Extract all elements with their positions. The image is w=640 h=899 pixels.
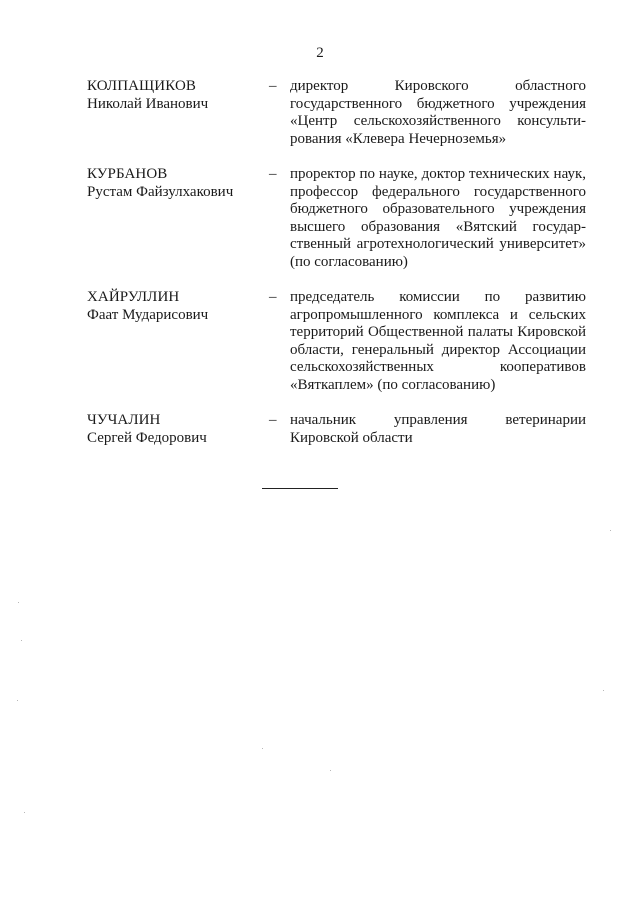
scan-speck	[18, 602, 19, 603]
member-given-name: Рустам Файзулхакович	[87, 183, 234, 200]
member-given-name: Николай Иванович	[87, 95, 209, 112]
member-entry	[87, 289, 587, 394]
position-line: проректор по науке, доктор технических наук,	[290, 166, 586, 182]
position-line: «Вяткаплем» (по согласованию)	[290, 376, 496, 393]
position-line: «Центр сельскохозяйственного консульти-	[290, 113, 586, 129]
position-line: Кировской области	[290, 429, 413, 446]
position-line: области, генеральный директор Ассоциации	[290, 341, 586, 358]
dash-separator: –	[269, 412, 277, 428]
dash-separator: –	[269, 78, 277, 94]
member-name	[87, 289, 269, 324]
position-line: сельскохозяйственных кооперативов	[290, 359, 586, 375]
member-given-name: Фаат Мударисович	[87, 306, 209, 323]
dash-separator: –	[269, 289, 277, 305]
member-entry	[87, 78, 587, 148]
member-name	[87, 412, 269, 447]
members-list	[87, 78, 587, 447]
position-line: бюджетного образовательного учреждения	[290, 201, 586, 217]
scan-speck	[610, 530, 611, 531]
scan-speck	[17, 700, 18, 701]
member-surname: ЧУЧАЛИН	[87, 412, 161, 428]
scan-speck	[262, 748, 263, 749]
scan-speck	[21, 640, 22, 641]
member-entry	[87, 166, 587, 271]
member-given-name: Сергей Федорович	[87, 429, 207, 446]
member-surname: КОЛПАЩИКОВ	[87, 78, 196, 94]
position-line: высшего образования «Вятский государ-	[290, 218, 586, 235]
position-line: ственный агротехнологический университет»	[290, 236, 586, 252]
position-line: (по согласованию)	[290, 253, 408, 270]
position-line: территорий Общественной палаты Кировской	[290, 324, 586, 340]
position-line: председатель комиссии по развитию	[290, 289, 586, 305]
scan-speck	[330, 770, 331, 771]
position-line: государственного бюджетного учреждения	[290, 95, 586, 112]
member-position	[290, 289, 586, 394]
member-name	[87, 78, 269, 113]
end-of-list-rule	[262, 488, 338, 489]
member-name	[87, 166, 269, 201]
member-surname: ХАЙРУЛЛИН	[87, 289, 180, 305]
scan-speck	[603, 690, 604, 691]
position-line: начальник управления ветеринарии	[290, 412, 586, 428]
scan-speck	[24, 812, 25, 813]
member-position	[290, 78, 586, 148]
position-line: рования «Клевера Нечерноземья»	[290, 130, 507, 147]
member-position	[290, 166, 586, 271]
position-line: профессор федерального государственного	[290, 183, 586, 200]
member-entry	[87, 412, 587, 447]
member-surname: КУРБАНОВ	[87, 166, 168, 182]
position-line: агропромышленного комплекса и сельских	[290, 306, 586, 323]
position-line: директор Кировского областного	[290, 78, 586, 94]
member-position	[290, 412, 586, 447]
dash-separator: –	[269, 166, 277, 182]
page-number: 2	[316, 45, 324, 61]
